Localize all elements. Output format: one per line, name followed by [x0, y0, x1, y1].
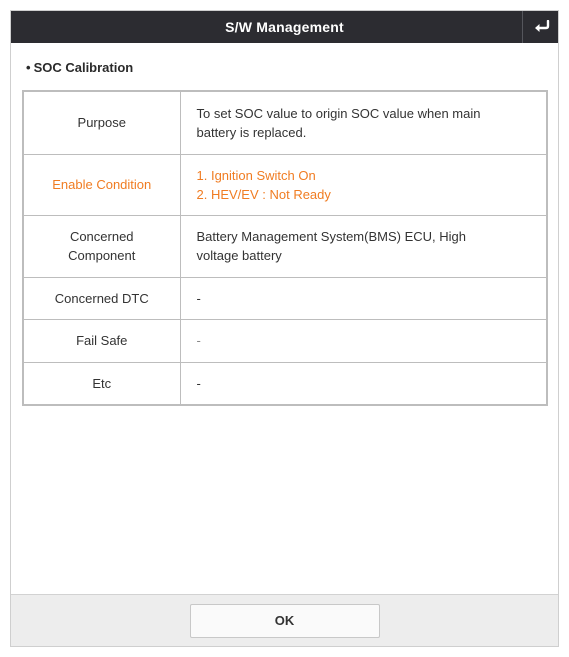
section-heading — [26, 60, 133, 75]
section-title: SOC Calibration — [33, 60, 134, 75]
title-bar — [11, 11, 558, 43]
row-value: Battery Management System(BMS) ECU, High voltage battery — [180, 215, 547, 277]
table-row — [23, 91, 547, 154]
row-key: Enable Condition — [23, 154, 180, 215]
row-value: 1. Ignition Switch On 2. HEV/EV : Not Ready — [180, 154, 547, 215]
row-value: To set SOC value to origin SOC value when main battery is replaced. — [180, 91, 547, 154]
back-button[interactable] — [522, 11, 558, 43]
row-value: - — [180, 277, 547, 319]
row-key: Concerned DTC — [23, 277, 180, 319]
row-key: Concerned Component — [23, 215, 180, 277]
section-bullet: • — [26, 60, 31, 75]
dialog-title: S/W Management — [225, 19, 344, 35]
row-value: - — [180, 362, 547, 405]
sw-management-dialog — [10, 10, 559, 647]
ok-button[interactable]: OK — [190, 604, 380, 638]
row-key: Purpose — [23, 91, 180, 154]
table-row — [23, 154, 547, 215]
row-key: Fail Safe — [23, 319, 180, 362]
table-row — [23, 319, 547, 362]
info-table — [22, 90, 548, 406]
back-arrow-icon — [532, 20, 550, 34]
row-key: Etc — [23, 362, 180, 405]
table-row — [23, 215, 547, 277]
table-row — [23, 277, 547, 319]
dialog-footer — [11, 594, 558, 646]
row-value: - — [180, 319, 547, 362]
table-row — [23, 362, 547, 405]
